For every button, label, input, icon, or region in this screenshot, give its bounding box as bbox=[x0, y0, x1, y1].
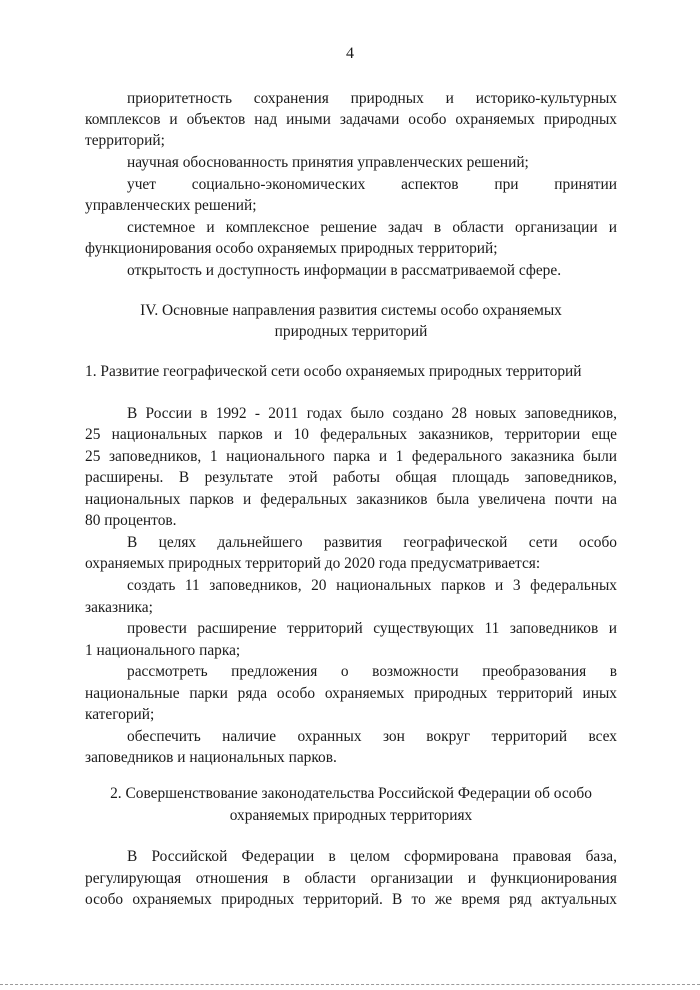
text-line: 25 заповедников, 1 национального парка и 1 федерального заказника были bbox=[85, 448, 617, 465]
section-heading: 2. Совершенствование законодательства Российской Федерации об особо bbox=[110, 785, 592, 802]
text-line: национальных парков и федеральных заказников была увеличена почти на bbox=[85, 491, 617, 508]
text-line: 1 национального парка; bbox=[85, 642, 241, 659]
section-heading: природных территорий bbox=[274, 323, 428, 340]
page-number: 4 bbox=[346, 45, 354, 62]
text-line: В Российской Федерации в целом сформирована правовая база, bbox=[127, 848, 617, 865]
text-line: комплексов и объектов над иными задачами особо охраняемых природных bbox=[85, 111, 617, 128]
text-line: особо охраняемых природных территорий. В то же время ряд актуальных bbox=[85, 891, 617, 908]
text-line: функционирования особо охраняемых природных территорий; bbox=[85, 240, 498, 257]
text-line: категорий; bbox=[85, 706, 155, 723]
text-line: открытость и доступность информации в рассматриваемой сфере. bbox=[127, 262, 562, 279]
text-line: заповедников и национальных парков. bbox=[85, 749, 337, 766]
text-line: научная обоснованность принятия управленческих решений; bbox=[127, 154, 529, 171]
text-line: В целях дальнейшего развития географической сети особо bbox=[127, 534, 617, 551]
text-line: В России в 1992 - 2011 годах было создано 28 новых заповедников, bbox=[127, 405, 617, 422]
text-line: управленческих решений; bbox=[85, 197, 257, 214]
text-line: рассмотреть предложения о возможности преобразования в bbox=[127, 663, 617, 680]
text-line: национальные парки ряда особо охраняемых природных территорий иных bbox=[85, 685, 617, 702]
text-line: охраняемых природных территорий до 2020 года предусматривается: bbox=[85, 555, 541, 572]
text-line: обеспечить наличие охранных зон вокруг территорий всех bbox=[127, 728, 617, 745]
page-edge-divider bbox=[0, 984, 700, 986]
text-line: системное и комплексное решение задач в области организации и bbox=[127, 219, 617, 236]
section-heading: охраняемых природных территориях bbox=[229, 807, 473, 824]
text-line: регулирующая отношения в области организации и функционирования bbox=[85, 870, 617, 887]
text-line: 25 национальных парков и 10 федеральных заказников, территории еще bbox=[85, 426, 617, 443]
text-line: 80 процентов. bbox=[85, 512, 177, 529]
text-line: территорий; bbox=[85, 132, 165, 149]
text-line: создать 11 заповедников, 20 национальных парков и 3 федеральных bbox=[127, 577, 617, 594]
text-line: заказника; bbox=[85, 599, 153, 616]
section-heading: IV. Основные направления развития системы особо охраняемых bbox=[140, 302, 562, 319]
text-line: расширены. В результате этой работы общая площадь заповедников, bbox=[85, 469, 617, 486]
text-line: провести расширение территорий существующих 11 заповедников и bbox=[127, 620, 617, 637]
subsection-heading: 1. Развитие географической сети особо охраняемых природных территорий bbox=[85, 363, 582, 380]
text-line: приоритетность сохранения природных и историко-культурных bbox=[127, 90, 617, 107]
text-line: учет социально-экономических аспектов при принятии bbox=[127, 176, 617, 193]
